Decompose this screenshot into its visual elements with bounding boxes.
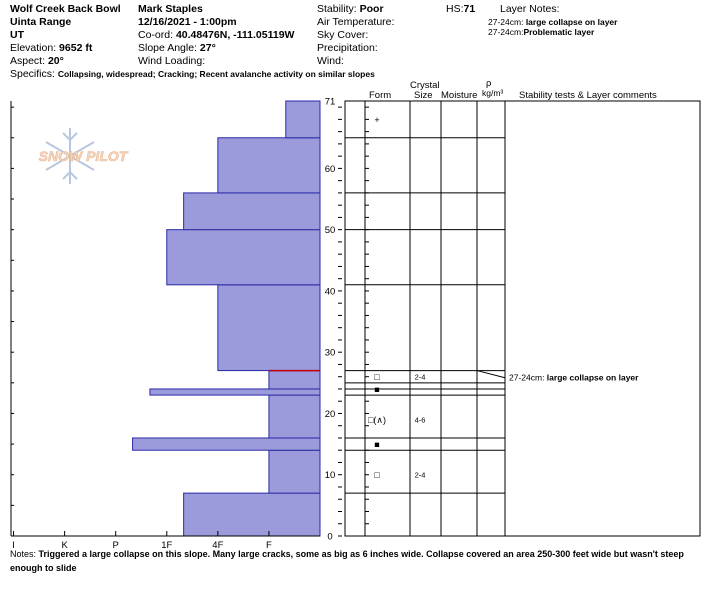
hardness-bars — [133, 101, 320, 536]
elevation-value: 9652 ft — [59, 42, 93, 54]
layer-note-text: large collapse on layer — [525, 17, 618, 27]
depth-tick-label: 40 — [324, 286, 336, 298]
hardness-bar — [218, 285, 320, 371]
form-header: Form — [369, 90, 392, 101]
aspect-value: 20° — [47, 55, 64, 67]
coord-value: 40.48476N, -111.05119W — [175, 29, 295, 41]
stability-value: Poor — [359, 3, 384, 15]
hardness-bar — [286, 101, 320, 138]
location-name: Wolf Creek Back Bowl — [10, 3, 121, 15]
comment-text: 27-24cm: large collapse on layer — [509, 372, 639, 383]
hs-value: 71 — [463, 3, 476, 15]
coord-label: Co-ord: — [138, 29, 174, 41]
depth-axis — [325, 97, 342, 543]
layer-notes-title: Layer Notes: — [500, 3, 560, 15]
hardness-tick-label: I — [12, 540, 15, 551]
crystal-form-symbol: □ — [374, 470, 380, 481]
layer-table — [345, 101, 700, 536]
crystal-size: 4-6 — [414, 415, 426, 425]
hardness-bar — [269, 450, 320, 493]
crystal-form-symbol: ■ — [374, 384, 380, 395]
wind-loading-label: Wind Loading: — [138, 55, 206, 67]
hardness-bar — [218, 138, 320, 193]
snow-pilot-logo — [39, 128, 129, 184]
comment-leader-line — [477, 371, 505, 378]
notes-text: Triggered a large collapse on this slope. Many large cracks, some as big as 6 inches wide. Collapse covered an area 250-300 feet wide but wasn't steep enough to slide — [10, 549, 684, 573]
depth-tick-label: 71 — [324, 96, 336, 108]
hardness-tick-label: 4F — [212, 540, 224, 551]
crystal-header: Crystal — [410, 80, 440, 91]
stability-comments-header: Stability tests & Layer comments — [519, 90, 657, 101]
hardness-bar — [184, 493, 320, 536]
crystal-form-symbol: □(∧) — [367, 415, 387, 426]
hardness-bar — [167, 230, 320, 285]
stability-label: Stability: — [317, 3, 357, 15]
slope-label: Slope Angle: — [138, 42, 197, 54]
notes — [10, 547, 700, 575]
observer-name: Mark Staples — [138, 3, 203, 15]
hardness-bar — [269, 371, 320, 389]
hardness-tick-label: 1F — [161, 540, 173, 551]
hardness-tick-label: P — [112, 540, 119, 551]
density-header: kg/m³ — [482, 88, 504, 98]
table-headers — [369, 78, 657, 101]
rho-header: ρ — [486, 78, 492, 89]
hardness-bar — [269, 395, 320, 438]
hardness-tick-label: K — [61, 540, 68, 551]
range-name: Uinta Range — [10, 16, 72, 28]
crystal-form-symbol: □ — [374, 372, 380, 383]
notes-label: Notes: — [10, 549, 37, 559]
layer-comments — [477, 371, 639, 383]
state-name: UT — [10, 29, 24, 41]
crystal-form-symbol: ■ — [374, 439, 380, 450]
hardness-bar — [150, 389, 320, 395]
depth-tick-label: 0 — [327, 531, 333, 543]
moisture-header: Moisture — [441, 90, 478, 101]
depth-tick-label: 20 — [324, 408, 336, 420]
crystal-form-symbol: + — [374, 114, 380, 125]
crystal-size: 2-4 — [414, 372, 426, 382]
slope-value: 27° — [199, 42, 216, 54]
obs-datetime: 12/16/2021 - 1:00pm — [138, 16, 237, 28]
specifics-value: Collapsing, widespread; Cracking; Recent avalanche activity on similar slopes — [57, 69, 375, 79]
aspect-label: Aspect: — [10, 55, 46, 67]
hs-label: HS: — [446, 3, 464, 15]
wind-label: Wind: — [317, 55, 344, 67]
hardness-tick-label: F — [266, 540, 272, 551]
crystal-size: 2-4 — [414, 470, 426, 480]
layer-note-text: Problematic layer — [523, 27, 595, 37]
hardness-bar — [133, 438, 320, 450]
precip-label: Precipitation: — [317, 42, 378, 54]
elevation-label: Elevation: — [10, 42, 57, 54]
depth-tick-label: 50 — [324, 225, 336, 237]
size-header: Size — [414, 90, 433, 101]
depth-tick-label: 30 — [324, 347, 336, 359]
logo-text: SNOW PILOT — [38, 148, 128, 164]
sky-cover-label: Sky Cover: — [317, 29, 369, 41]
layer-note-range: 27-24cm: — [488, 27, 524, 37]
specifics-label: Specifics: — [10, 68, 55, 80]
layer-note-range: 27-24cm: — [488, 17, 524, 27]
table-border — [345, 101, 700, 536]
hardness-bar — [184, 193, 320, 230]
crystal-forms — [368, 115, 425, 480]
depth-tick-label: 60 — [324, 163, 336, 175]
air-temp-label: Air Temperature: — [317, 16, 395, 28]
depth-tick-label: 10 — [324, 470, 336, 482]
